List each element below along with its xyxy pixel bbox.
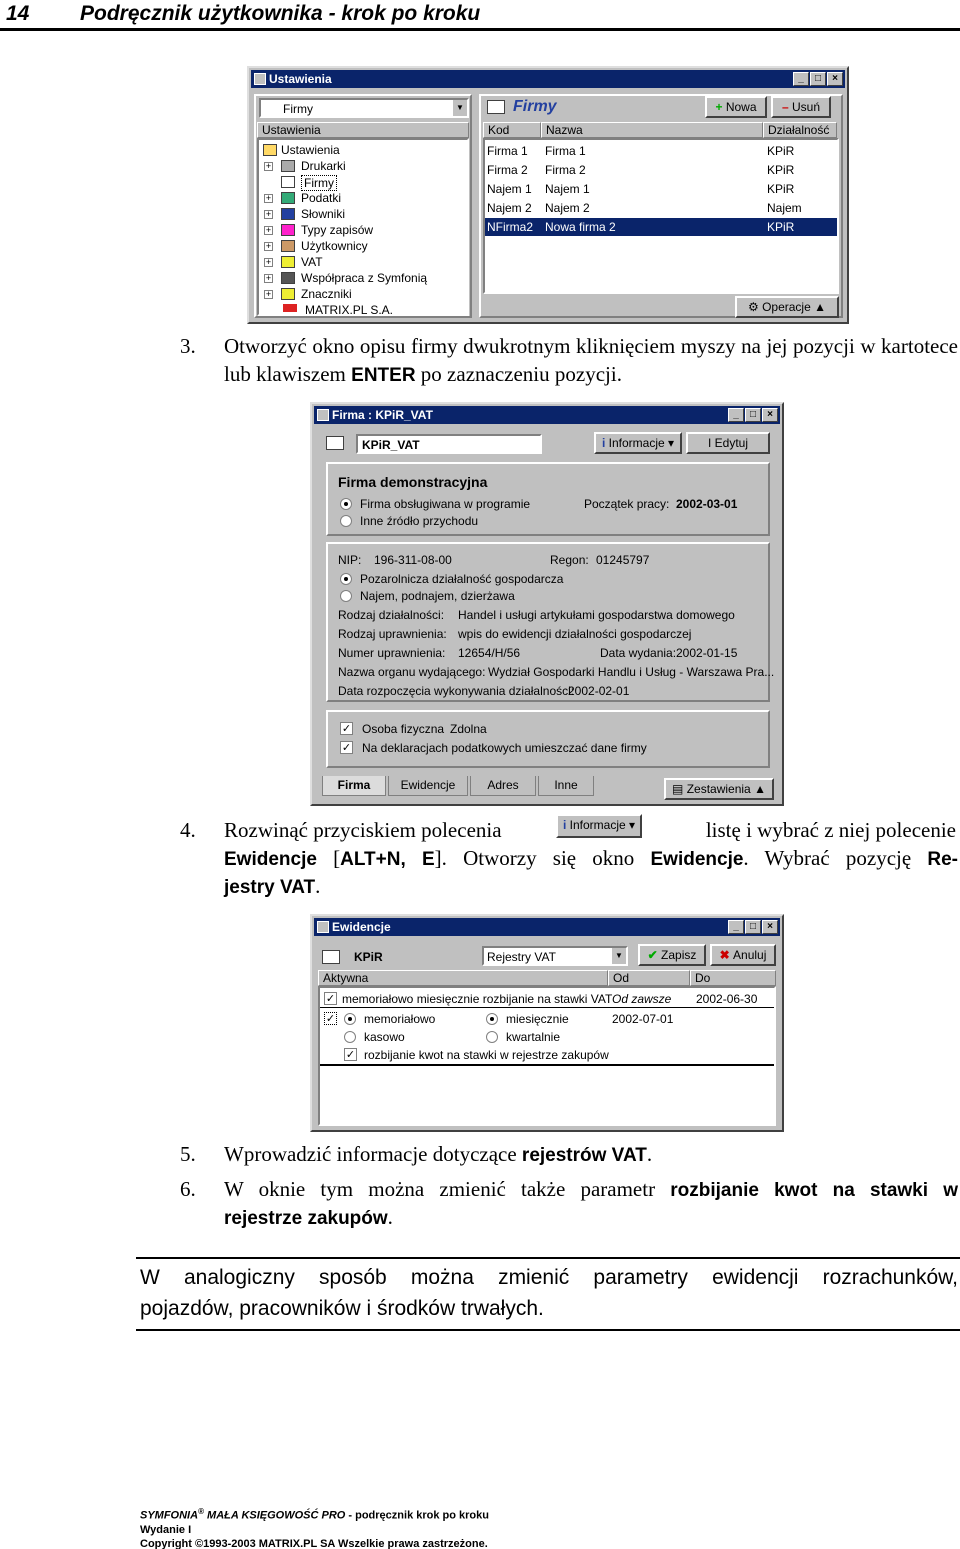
expand-icon[interactable]: +	[265, 289, 272, 299]
step-4-text-d: jestry VAT.	[224, 874, 321, 898]
start-value: 2002-03-01	[676, 497, 738, 511]
ledger-code: KPiR	[354, 950, 383, 964]
minimize-button[interactable]: _	[793, 72, 809, 86]
window-icon	[254, 73, 266, 85]
options-group	[326, 710, 770, 768]
radio-firma-label: Firma obsługiwana w programie	[360, 497, 531, 511]
issue-date-value: 2002-01-15	[676, 646, 738, 660]
deklaracje-label: Na deklaracjach podatkowych umieszczać dane firmy	[362, 741, 647, 755]
minimize-button[interactable]: _	[728, 920, 744, 934]
info-icon: i	[562, 818, 570, 832]
page-number: 14	[6, 2, 30, 25]
tree-item-firmy[interactable]: Firmy	[301, 175, 337, 191]
tree-item-ustawienia[interactable]: Ustawienia	[281, 143, 340, 157]
radio-firma-obslugiwana[interactable]	[340, 498, 352, 510]
col-od[interactable]: Od	[608, 970, 690, 986]
step-4-text-a: Rozwinąć przyciskiem polecenia	[224, 818, 502, 842]
firms-table	[483, 138, 839, 294]
report-icon: ▤	[672, 782, 687, 796]
step-4-text-b: listę i wybrać z niej polecenie	[705, 818, 956, 842]
matrix-logo-icon	[283, 304, 297, 312]
step-6-text-a: W oknie tym można zmienić także parametr rozbijanie kwot na stawki w	[224, 1177, 958, 1201]
tree-item-znaczniki[interactable]: Znaczniki	[301, 287, 352, 301]
step-6-number: 6.	[180, 1177, 196, 1201]
radio-kwartalnie[interactable]	[486, 1031, 498, 1043]
inline-info-button: i Informacje ▾	[556, 814, 642, 838]
title-bar: Firma : KPiR_VAT _ □ ×	[314, 406, 780, 424]
tree-item-slowniki[interactable]: Słowniki	[301, 207, 346, 221]
header-rule	[0, 28, 960, 31]
note-text-line-2: pojazdów, pracowników i środków trwałych.	[140, 1297, 544, 1320]
footer-edition: Wydanie I	[140, 1523, 192, 1536]
radio-kasowo[interactable]	[344, 1031, 356, 1043]
table-row[interactable]: Firma 1 Firma 1 KPiR	[487, 144, 795, 158]
table-row[interactable]: Firma 2 Firma 2 KPiR	[487, 163, 795, 177]
table-row[interactable]: Najem 1 Najem 1 KPiR	[487, 182, 795, 196]
permission-type-label: Rodzaj uprawnienia:	[338, 627, 447, 641]
settings-window	[247, 66, 849, 324]
hand-icon	[281, 224, 295, 236]
close-button[interactable]: ×	[762, 920, 778, 934]
step-4-number: 4.	[180, 818, 196, 842]
activity-start-value: 2002-02-01	[568, 684, 630, 698]
tree-item-matrix[interactable]: MATRIX.PL S.A.	[305, 303, 394, 317]
permission-number-value: 12654/H/56	[458, 646, 521, 660]
col-kod[interactable]: Kod	[483, 122, 541, 138]
note-top-rule	[136, 1257, 960, 1259]
col-nazwa[interactable]: Nazwa	[541, 122, 763, 138]
expand-icon[interactable]: +	[265, 161, 272, 171]
tab-firma[interactable]: Firma	[322, 776, 386, 796]
tree-item-typy[interactable]: Typy zapisów	[301, 223, 374, 237]
maximize-button[interactable]: □	[745, 408, 761, 422]
radio-pozarolnicza[interactable]	[340, 573, 352, 585]
folder-icon	[263, 144, 277, 156]
detail-checkbox[interactable]: ✓	[325, 1012, 336, 1025]
window-icon	[317, 921, 329, 933]
radio-pozarolnicza-label: Pozarolnicza działalność gospodarcza	[360, 572, 564, 586]
settings-tree	[257, 138, 469, 316]
tree-item-podatki[interactable]: Podatki	[301, 191, 342, 205]
table-row-selected[interactable]: NFirma2 Nowa firma 2 KPiR	[485, 218, 837, 236]
operations-button[interactable]: ⚙ Operacje ▲	[735, 296, 839, 318]
maximize-button[interactable]: □	[745, 920, 761, 934]
permission-type-value: wpis do ewidencji działalności gospodarczej	[458, 627, 692, 641]
tree-item-vat[interactable]: VAT	[301, 255, 323, 269]
expand-icon[interactable]: +	[265, 273, 272, 283]
radio-miesiecznie[interactable]	[486, 1013, 498, 1025]
expand-icon[interactable]: +	[265, 241, 272, 251]
tree-header: Ustawienia	[257, 122, 469, 138]
expand-icon[interactable]: +	[265, 257, 272, 267]
cursor-icon: I	[707, 436, 715, 450]
printer-icon	[281, 160, 295, 172]
note-bottom-rule	[136, 1329, 960, 1331]
ledgers-table	[318, 986, 776, 1126]
note-text-line-1: W analogiczny sposób można zmienić parametry ewidencji rozrachunków,	[140, 1266, 958, 1289]
link-icon	[281, 272, 295, 284]
nip-value: 196-311-08-00	[374, 553, 452, 567]
nip-label: NIP:	[338, 553, 362, 567]
ledgers-window	[310, 914, 784, 1132]
step-6-text-b: rejestrze zakupów.	[224, 1205, 393, 1229]
row-details: ✓ memoriałowo miesięcznie 2002-07-01 kasowo kwartalnie ✓ rozbijanie kwot na stawki w rejestrze zakupów	[320, 1010, 774, 1066]
tab-ewidencje[interactable]: Ewidencje	[388, 776, 468, 796]
company-card-icon	[326, 436, 344, 450]
authority-value: Wydział Gospodarki Handlu i Usług - Warszawa Pra...	[488, 665, 775, 679]
register-combo[interactable]: Rejestry VAT ▼	[482, 946, 628, 966]
title-bar: Ewidencje _ □ ×	[314, 918, 780, 936]
col-dzialalnosc[interactable]: Działalność	[763, 122, 837, 138]
combo-arrow-icon[interactable]: ▼	[453, 100, 467, 116]
checkbox-deklaracje[interactable]: ✓	[341, 741, 352, 754]
start-label: Początek pracy:	[584, 497, 670, 511]
table-row[interactable]: ✓ memoriałowo miesięcznie rozbijanie na stawki VAT Od zawsze 2002-06-30	[320, 990, 774, 1008]
col-aktywna[interactable]: Aktywna	[318, 970, 608, 986]
summaries-button[interactable]: ▤ Zestawienia ▲	[664, 778, 774, 800]
tree-item-wspolpraca[interactable]: Współpraca z Symfonią	[301, 271, 428, 285]
minimize-button[interactable]: _	[728, 408, 744, 422]
check-icon: ✔	[647, 948, 662, 962]
cross-icon: ✖	[719, 948, 734, 962]
zdolna-label: Zdolna	[450, 722, 487, 736]
activity-value: Handel i usługi artykułami gospodarstwa domowego	[458, 608, 735, 622]
company-code-field[interactable]: KPiR_VAT	[356, 434, 542, 454]
expand-icon[interactable]: +	[265, 193, 272, 203]
delete-button[interactable]: – Usuń	[771, 96, 831, 118]
page-header	[0, 0, 960, 32]
disk-icon	[281, 208, 295, 220]
company-window	[310, 402, 784, 806]
company-name: Firma demonstracyjna	[338, 474, 488, 490]
radio-inne-label: Inne źródło przychodu	[360, 514, 479, 528]
activity-start-label: Data rozpoczęcia wykonywania działalności:	[338, 684, 575, 698]
col-do[interactable]: Do	[690, 970, 776, 986]
new-button[interactable]: + Nowa	[705, 96, 767, 118]
firms-list-title: Firmy	[513, 98, 557, 115]
tree-item-uzytkownicy[interactable]: Użytkownicy	[301, 239, 368, 253]
edit-button[interactable]: I Edytuj	[686, 432, 770, 454]
regon-value: 01245797	[596, 553, 650, 567]
row-checkbox[interactable]: ✓	[325, 992, 336, 1005]
osoba-fizyczna-label: Osoba fizyczna	[362, 722, 445, 736]
authority-label: Nazwa organu wydającego:	[338, 665, 486, 679]
firms-combo[interactable]: Firmy ▼	[259, 98, 469, 118]
permission-number-label: Numer uprawnienia:	[338, 646, 446, 660]
combo-arrow-icon[interactable]: ▼	[612, 948, 626, 964]
step-5-number: 5.	[180, 1142, 196, 1166]
radio-inne-zrodlo[interactable]	[340, 515, 352, 527]
footer-product: SYMFONIA® MAŁA KSIĘGOWOŚĆ PRO - podręcznik krok po kroku	[140, 1507, 489, 1522]
info-button[interactable]: i Informacje ▾	[594, 432, 682, 454]
tab-inne[interactable]: Inne	[538, 776, 594, 796]
activity-label: Rodzaj działalności:	[338, 608, 445, 622]
table-row[interactable]: Najem 2 Najem 2 Najem	[487, 201, 802, 215]
close-button[interactable]: ×	[762, 408, 778, 422]
expand-icon[interactable]: +	[265, 209, 272, 219]
step-5-text: Wprowadzić informacje dotyczące rejestrów VAT.	[224, 1142, 653, 1166]
checkbox-rozbijanie[interactable]: ✓	[345, 1048, 356, 1061]
issue-date-label: Data wydania:	[600, 646, 677, 660]
footer	[140, 1505, 489, 1549]
save-button[interactable]: ✔ Zapisz	[638, 944, 706, 966]
close-button[interactable]: ×	[827, 72, 843, 86]
page-title: Podręcznik użytkownika - krok po kroku	[80, 2, 481, 25]
users-icon	[281, 240, 295, 252]
title-bar: Ustawienia _ □ ×	[251, 70, 845, 88]
firms-list-icon	[487, 100, 505, 114]
regon-label: Regon:	[550, 553, 589, 567]
calculator-icon	[281, 192, 295, 204]
tree-item-drukarki[interactable]: Drukarki	[301, 159, 346, 173]
step-3-text: Otworzyć okno opisu firmy dwukrotnym kliknięciem myszy na jej pozycji w kartotece lub klawiszem ENTER po zaznaczeniu pozycji.	[224, 334, 958, 386]
gear-icon: ⚙	[747, 300, 763, 314]
footer-copyright: Copyright ©1993-2003 MATRIX.PL SA Wszelkie prawa zastrzeżone.	[140, 1537, 488, 1549]
window-icon	[317, 409, 329, 421]
tab-adres[interactable]: Adres	[470, 776, 536, 796]
radio-najem-label: Najem, podnajem, dzierżawa	[360, 589, 515, 603]
radio-najem[interactable]	[340, 590, 352, 602]
radio-memorialowo[interactable]	[344, 1013, 356, 1025]
vat-icon	[281, 256, 295, 268]
step-3-number: 3.	[180, 334, 196, 358]
maximize-button[interactable]: □	[810, 72, 826, 86]
document-icon	[281, 176, 295, 188]
info-icon: i	[601, 436, 609, 450]
step-4-text-c: Ewidencje [ALT+N, E]. Otworzy się okno Ewidencje. Wybrać pozycję Re-	[224, 846, 958, 870]
marker-icon	[281, 288, 295, 300]
cancel-button[interactable]: ✖ Anuluj	[710, 944, 776, 966]
expand-icon[interactable]: +	[265, 225, 272, 235]
ledger-icon	[322, 950, 340, 964]
checkbox-osoba-fizyczna[interactable]: ✓	[341, 722, 352, 735]
